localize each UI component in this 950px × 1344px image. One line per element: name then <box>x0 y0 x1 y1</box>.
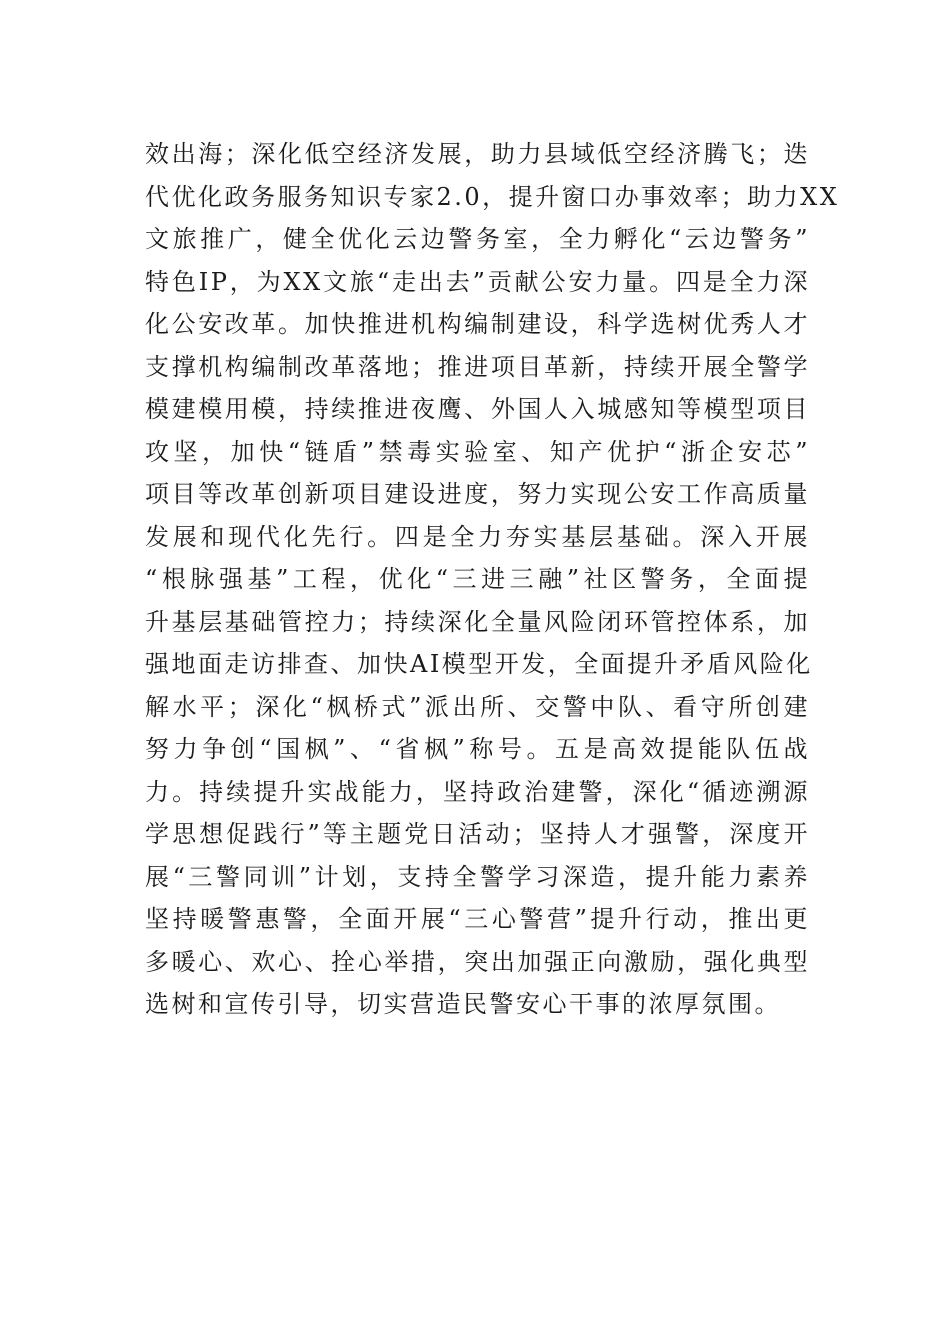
text-line-4: 特色IP，为XX文旅“走出去”贡献公安力量。四是全力深 <box>145 267 810 296</box>
body-paragraph <box>145 133 840 1026</box>
text-line-2: 代优化政务服务知识专家2.0，提升窗口办事效率；助力XX <box>145 182 840 211</box>
text-line-12: 升基层基础管控力；持续深化全量风险闭环管控体系，加 <box>145 607 810 636</box>
text-line-5: 化公安改革。加快推进机构编制建设，科学选树优秀人才 <box>145 310 810 338</box>
text-line-7: 模建模用模，持续推进夜鹰、外国人入城感知等模型项目 <box>145 395 810 423</box>
text-line-3: 文旅推广，健全优化云边警务室，全力孵化“云边警务” <box>145 225 810 253</box>
text-line-21: 选树和宣传引导，切实营造民警安心干事的浓厚氛围。 <box>145 990 781 1018</box>
text-line-1: 效出海；深化低空经济发展，助力县域低空经济腾飞；迭 <box>145 140 810 168</box>
text-line-13: 强地面走访排查、加快AI模型开发，全面提升矛盾风险化 <box>145 650 813 678</box>
text-line-15: 努力争创“国枫”、“省枫”称号。五是高效提能队伍战 <box>145 735 810 763</box>
text-line-19: 坚持暖警惠警，全面开展“三心警营”提升行动，推出更 <box>145 905 810 933</box>
text-line-9: 项目等改革创新项目建设进度，努力实现公安工作高质量 <box>145 480 810 508</box>
text-line-14: 解水平；深化“枫桥式”派出所、交警中队、看守所创建 <box>145 692 810 721</box>
text-line-6: 支撑机构编制改革落地；推进项目革新，持续开展全警学 <box>145 352 810 381</box>
text-line-16: 力。持续提升实战能力，坚持政治建警，深化“循迹溯源 <box>145 777 810 806</box>
text-line-17: 学思想促践行”等主题党日活动；坚持人才强警，深度开 <box>145 820 810 848</box>
text-line-20: 多暖心、欢心、拴心举措，突出加强正向激励，强化典型 <box>145 947 810 976</box>
text-line-10: 发展和现代化先行。四是全力夯实基层基础。深入开展 <box>145 522 810 551</box>
text-line-8: 攻坚，加快“链盾”禁毒实验室、知产优护“浙企安芯” <box>145 437 810 466</box>
text-line-18: 展“三警同训”计划，支持全警学习深造，提升能力素养 <box>145 862 810 891</box>
text-line-11: “根脉强基”工程，优化“三进三融”社区警务，全面提 <box>145 565 810 593</box>
